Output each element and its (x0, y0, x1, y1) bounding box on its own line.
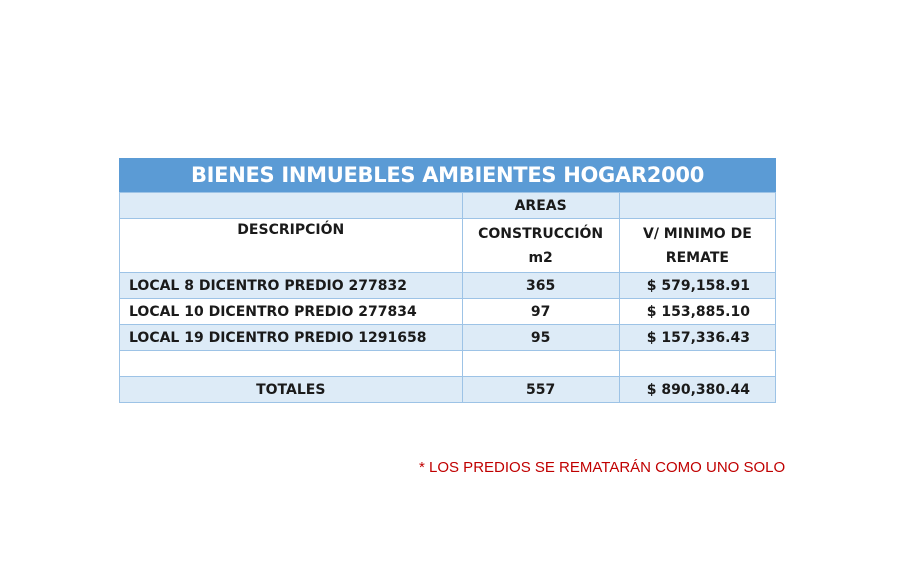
data-table (119, 192, 776, 403)
empty-cell (619, 351, 775, 377)
totals-valor: $ 890,380.44 (619, 377, 775, 403)
empty-cell (120, 193, 463, 219)
row-descripcion: LOCAL 8 DICENTRO PREDIO 277832 (120, 273, 463, 299)
totals-label: TOTALES (120, 377, 463, 403)
header-row-areas (120, 193, 776, 219)
header-descripcion: DESCRIPCIÓN (120, 219, 463, 273)
auction-note: * LOS PREDIOS SE REMATARÁN COMO UNO SOLO (419, 459, 786, 476)
header-construccion (462, 219, 619, 273)
totals-row (120, 377, 776, 403)
totals-area: 557 (462, 377, 619, 403)
table-row (120, 325, 776, 351)
table-row (120, 299, 776, 325)
row-area: 365 (462, 273, 619, 299)
row-area: 95 (462, 325, 619, 351)
row-descripcion: LOCAL 19 DICENTRO PREDIO 1291658 (120, 325, 463, 351)
empty-cell (462, 351, 619, 377)
table-title: BIENES INMUEBLES AMBIENTES HOGAR2000 (119, 158, 776, 192)
row-valor: $ 157,336.43 (619, 325, 775, 351)
row-valor: $ 579,158.91 (619, 273, 775, 299)
header-areas: AREAS (462, 193, 619, 219)
header-construccion-line2: m2 (528, 249, 553, 266)
header-construccion-line1: CONSTRUCCIÓN (478, 225, 604, 242)
row-valor: $ 153,885.10 (619, 299, 775, 325)
empty-row (120, 351, 776, 377)
header-valor-line1: V/ MINIMO DE (642, 225, 752, 242)
header-valor (619, 219, 775, 273)
empty-cell (120, 351, 463, 377)
empty-cell (619, 193, 775, 219)
row-area: 97 (462, 299, 619, 325)
table-row (120, 273, 776, 299)
header-valor-line2: REMATE (665, 249, 729, 266)
property-table (119, 158, 776, 403)
header-row-main (120, 219, 776, 273)
row-descripcion: LOCAL 10 DICENTRO PREDIO 277834 (120, 299, 463, 325)
